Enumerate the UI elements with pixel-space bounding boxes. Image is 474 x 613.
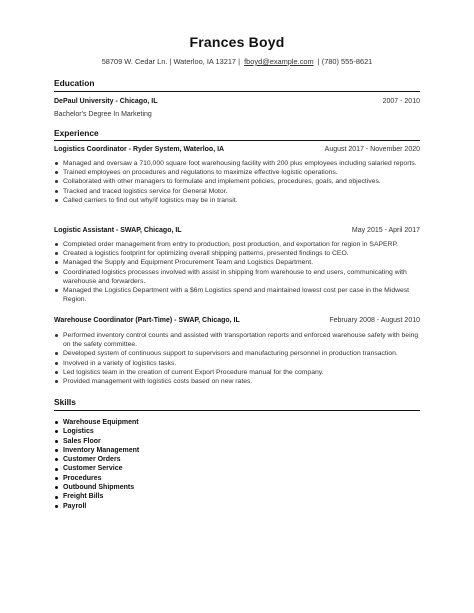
list-item: Led logistics team in the creation of current Export Procedure manual for the company. (54, 368, 420, 377)
job-bullets (54, 159, 420, 205)
degree: Bachelor's Degree In Marketing (54, 111, 152, 118)
skill-item: Payroll (54, 502, 420, 511)
job-title: Logistics Coordinator - Ryder System, Waterloo, IA (54, 146, 225, 153)
experience-divider (54, 140, 420, 141)
list-item: Coordinated logistics processes involved with assist in shipping from warehouse to end users, communicating with warehouse and forwarders. (54, 268, 420, 286)
job-title: Warehouse Coordinator (Part-Time) - SWAP, Chicago, IL (54, 317, 240, 324)
skills-divider (54, 410, 420, 411)
list-item: Completed order management from entry to production, post production, and exportation for region in SAPERP. (54, 240, 420, 249)
skill-item: Customer Orders (54, 455, 420, 464)
skill-item: Procedures (54, 474, 420, 483)
job-dates: May 2015 - April 2017 (351, 227, 420, 234)
education-dates: 2007 - 2010 (382, 98, 420, 105)
list-item: Managed the Supply and Equipment Procurement Team and Logistics Department. (54, 258, 420, 267)
experience-heading: Experience (54, 128, 99, 138)
email-link[interactable]: fboyd@example.com (244, 57, 314, 66)
job-dates: February 2008 - August 2010 (329, 317, 420, 324)
contact-line (0, 57, 474, 66)
list-item: Performed inventory control counts and assisted with transportation reports and enforced warehouse safety with being on the safety committee. (54, 331, 420, 349)
contact-address: 58709 W. Cedar Ln. | Waterloo, IA 13217 | (101, 57, 241, 66)
education-heading: Education (54, 78, 95, 88)
job-bullets (54, 240, 420, 304)
skills-heading: Skills (54, 397, 76, 407)
skill-item: Warehouse Equipment (54, 418, 420, 427)
list-item: Tracked and traced logistics service for General Motor. (54, 187, 420, 196)
list-item: Managed and oversaw a 710,000 square foot warehousing facility with 200 plus employees including salaried reports. (54, 159, 420, 168)
school-name: DePaul University - Chicago, IL (54, 98, 158, 105)
list-item: Trained employees on procedures and regulations to maximize effective logistic operations. (54, 168, 420, 177)
list-item: Collaborated with other managers to formulate and implement policies, procedures, goals, and objectives. (54, 177, 420, 186)
job-title: Logistic Assistant - SWAP, Chicago, IL (54, 227, 182, 234)
candidate-name: Frances Boyd (189, 34, 285, 50)
list-item: Developed system of continuous support to supervisors and manufacturing personnel in production transaction. (54, 349, 420, 358)
list-item: Provided management with logistics costs based on new rates. (54, 377, 420, 386)
job-dates: August 2017 - November 2020 (324, 146, 420, 153)
list-item: Involved in a variety of logistics tasks. (54, 359, 420, 368)
skill-item: Freight Bills (54, 492, 420, 501)
skill-item: Logistics (54, 427, 420, 436)
list-item: Managed the Logistics Department with a $6m Logistics spend and maintained lowest cost per case in the Midwest Region. (54, 286, 420, 304)
skill-item: Outbound Shipments (54, 483, 420, 492)
skill-item: Customer Service (54, 464, 420, 473)
education-divider (54, 91, 420, 92)
skill-item: Inventory Management (54, 446, 420, 455)
job-bullets (54, 331, 420, 386)
skill-item: Sales Floor (54, 437, 420, 446)
list-item: Called carriers to find out why/if logistics may be in transit. (54, 196, 420, 205)
contact-phone: | (780) 555-8621 (317, 57, 373, 66)
list-item: Created a logistics footprint for optimizing overall shipping patterns, presented findings to CEO. (54, 249, 420, 258)
skills-list (54, 418, 420, 511)
